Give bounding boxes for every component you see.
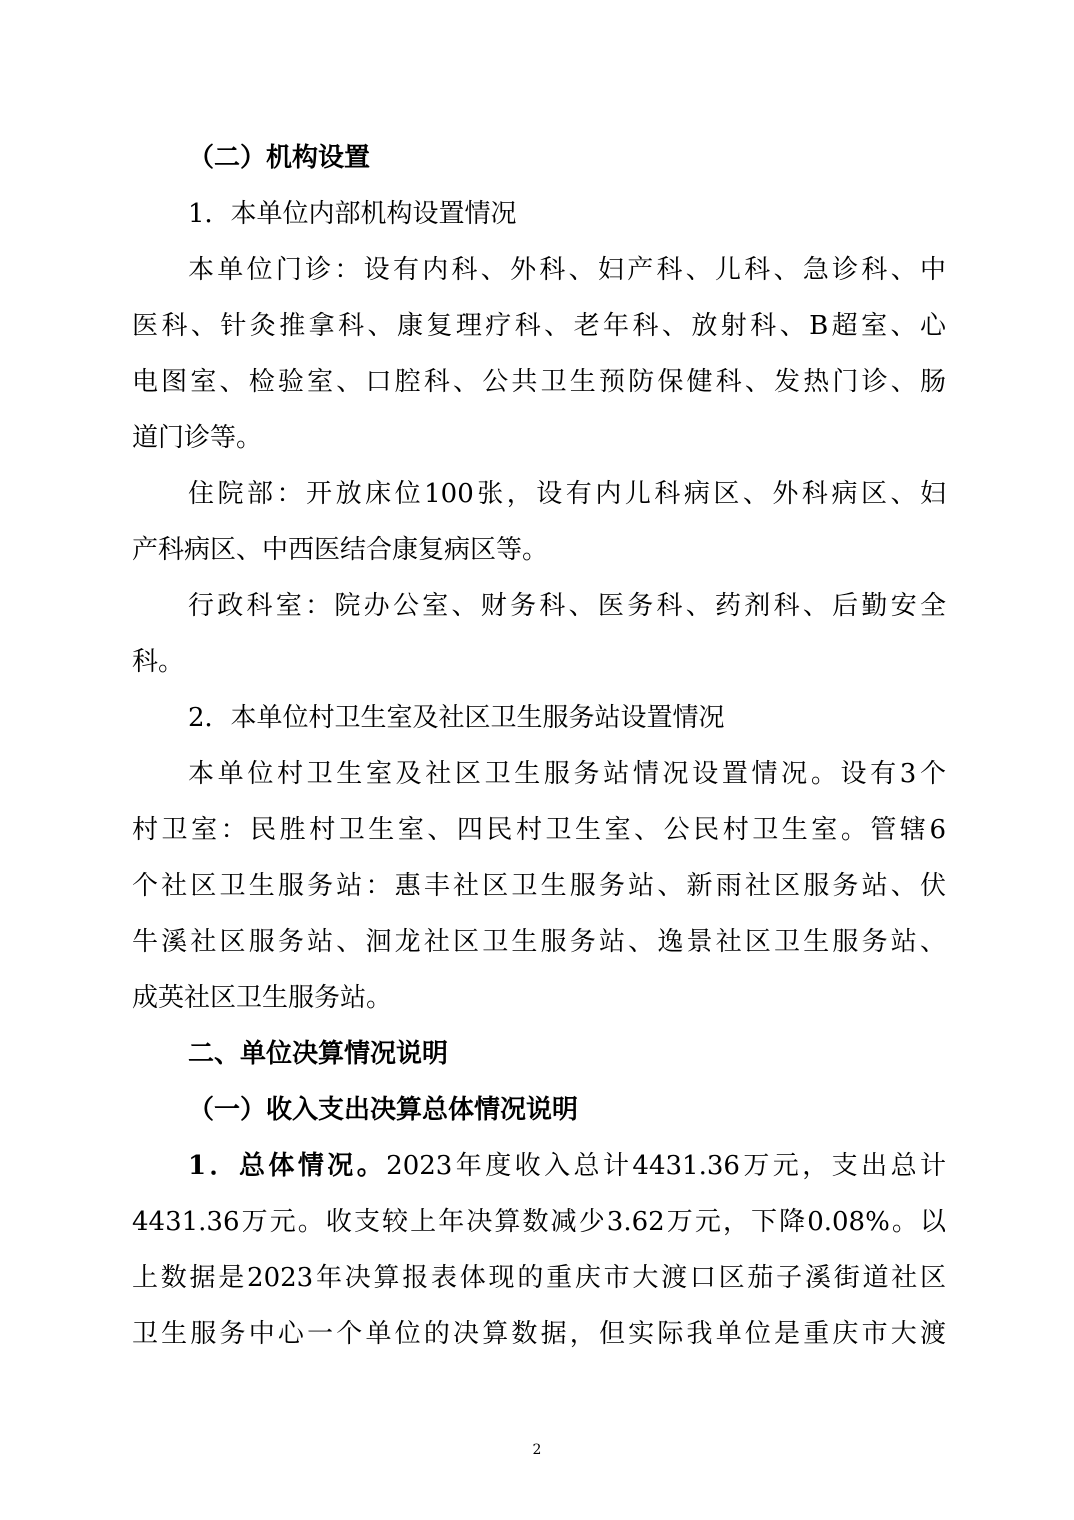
paragraph-line: 道门诊等。 (132, 423, 263, 453)
paragraph-line-overall (132, 1138, 946, 1194)
paragraph-line: 个社区卫生服务站：惠丰社区卫生服务站、新雨社区服务站、伏 (132, 871, 946, 901)
paragraph-line: 本单位门诊：设有内科、外科、妇产科、儿科、急诊科、中 (188, 255, 946, 285)
heading-income-expenditure: （一）收入支出决算总体情况说明 (188, 1095, 579, 1125)
paragraph-line: 4431.36万元。收支较上年决算数减少3.62万元，下降0.08%。以 (132, 1207, 946, 1237)
paragraph-line: 产科病区、中西医结合康复病区等。 (132, 535, 549, 565)
subheading-internal-departments: 1．本单位内部机构设置情况 (188, 199, 517, 229)
page-number: 2 (532, 1442, 542, 1458)
paragraph-line: 行政科室：院办公室、财务科、医务科、药剂科、后勤安全 (188, 591, 946, 621)
document-body (132, 130, 946, 1362)
paragraph-line: 医科、针灸推拿科、康复理疗科、老年科、放射科、B超室、心 (132, 311, 946, 341)
subheading-village-clinics: 2．本单位村卫生室及社区卫生服务站设置情况 (188, 703, 725, 733)
paragraph-line: 本单位村卫生室及社区卫生服务站情况设置情况。设有3个 (188, 759, 946, 789)
paragraph-line: 村卫室：民胜村卫生室、四民村卫生室、公民村卫生室。管辖6 (132, 815, 946, 845)
paragraph-line: 成英社区卫生服务站。 (132, 983, 393, 1013)
paragraph-line: 牛溪社区服务站、洄龙社区卫生服务站、逸景社区卫生服务站、 (132, 927, 946, 957)
paragraph-line: 科。 (132, 647, 185, 677)
paragraph-line: 卫生服务中心一个单位的决算数据，但实际我单位是重庆市大渡 (132, 1319, 946, 1349)
overall-lead-label: 1．总体情况。 (188, 1151, 387, 1181)
paragraph-line: 电图室、检验室、口腔科、公共卫生预防保健科、发热门诊、肠 (132, 367, 946, 397)
overall-lead-text: 2023年度收入总计4431.36万元，支出总计 (386, 1151, 946, 1181)
heading-institution-setup: （二）机构设置 (188, 143, 371, 173)
paragraph-line: 上数据是2023年决算报表体现的重庆市大渡口区茄子溪街道社区 (132, 1263, 946, 1293)
heading-final-accounts: 二、单位决算情况说明 (188, 1039, 449, 1069)
paragraph-line: 住院部：开放床位100张，设有内儿科病区、外科病区、妇 (188, 479, 946, 509)
